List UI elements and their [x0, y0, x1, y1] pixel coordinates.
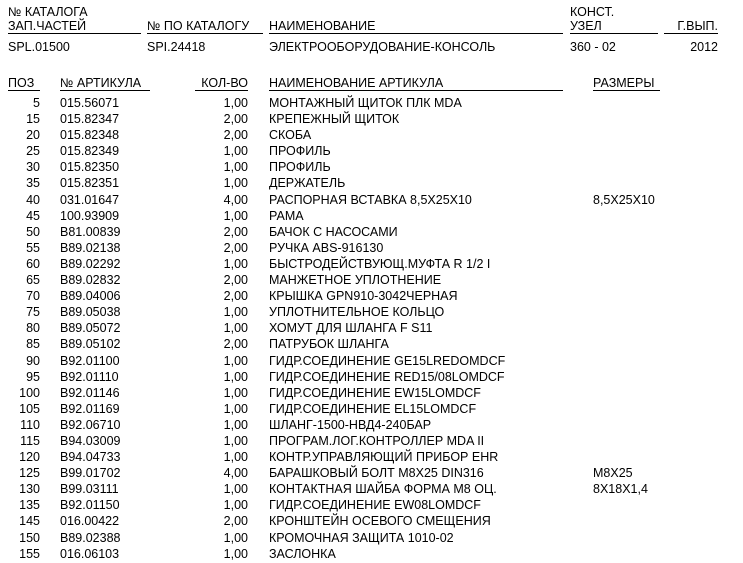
row-pos: 110: [20, 417, 40, 432]
row-qty: 1,00: [223, 530, 248, 545]
row-pos: 25: [26, 144, 40, 159]
row-article: B89.02832: [60, 273, 121, 288]
row-qty: 1,00: [223, 417, 248, 432]
row-name: ХОМУТ ДЛЯ ШЛАНГА F S11: [269, 321, 433, 336]
table-row: [0, 465, 743, 481]
name-value: ЭЛЕКТРООБОРУДОВАНИЕ-КОНСОЛЬ: [269, 40, 496, 54]
row-qty: 1,00: [223, 498, 248, 513]
bycat-value: SPI.24418: [147, 40, 206, 54]
row-qty: 2,00: [223, 289, 248, 304]
row-article: 015.82350: [60, 160, 120, 175]
table-row: [0, 513, 743, 529]
row-pos: 80: [26, 321, 40, 336]
row-article: B89.05038: [60, 305, 121, 320]
row-qty: 1,00: [223, 401, 248, 416]
row-qty: 4,00: [223, 466, 248, 481]
catalog-label-line1: № КАТАЛОГА: [8, 5, 88, 19]
row-article: 015.82349: [60, 144, 120, 159]
row-pos: 135: [19, 498, 40, 513]
table-row: [0, 336, 743, 352]
row-pos: 60: [26, 256, 40, 271]
row-qty: 1,00: [223, 256, 248, 271]
table-row: [0, 272, 743, 288]
row-pos: 15: [26, 112, 40, 127]
col-article-header: № АРТИКУЛА: [60, 76, 150, 91]
row-name: ШЛАНГ-1500-НВД4-240БАР: [269, 417, 432, 432]
table-row: [0, 159, 743, 175]
row-pos: 55: [26, 240, 40, 255]
col-size-header: РАЗМЕРЫ: [593, 76, 660, 91]
table-row: [0, 224, 743, 240]
row-pos: 145: [19, 514, 40, 529]
name-label: НАИМЕНОВАНИЕ: [269, 19, 563, 34]
row-name: КРОМОЧНАЯ ЗАЩИТА 1010-02: [269, 530, 454, 545]
catalog-value: SPL.01500: [8, 40, 70, 54]
row-name: ГИДР.СОЕДИНЕНИЕ GE15LREDOMDCF: [269, 353, 506, 368]
row-pos: 115: [20, 433, 40, 448]
row-article: B92.01110: [60, 369, 119, 384]
row-name: БАРАШКОВЫЙ БОЛТ M8X25 DIN316: [269, 466, 484, 481]
row-qty: 2,00: [223, 337, 248, 352]
table-row: [0, 256, 743, 272]
row-name: ГИДР.СОЕДИНЕНИЕ EW15LOMDCF: [269, 385, 481, 400]
row-name: СКОБА: [269, 128, 312, 143]
row-article: 015.82347: [60, 112, 120, 127]
row-article: B89.02292: [60, 256, 121, 271]
row-pos: 150: [19, 530, 40, 545]
row-pos: 85: [26, 337, 40, 352]
row-name: УПЛОТНИТЕЛЬНОЕ КОЛЬЦО: [269, 305, 445, 320]
row-name: КОНТР.УПРАВЛЯЮЩИЙ ПРИБОР EHR: [269, 450, 499, 465]
row-qty: 4,00: [223, 192, 248, 207]
row-size: 8,5X25X10: [593, 192, 655, 207]
parts-table: [0, 95, 743, 562]
row-name: РУЧКА ABS-916130: [269, 240, 384, 255]
row-article: B92.01146: [60, 385, 120, 400]
row-qty: 2,00: [223, 128, 248, 143]
table-row: [0, 192, 743, 208]
row-pos: 100: [19, 385, 40, 400]
row-article: B99.01702: [60, 466, 121, 481]
table-row: [0, 481, 743, 497]
table-row: [0, 127, 743, 143]
row-size: M8X25: [593, 466, 633, 481]
row-name: КРОНШТЕЙН ОСЕВОГО СМЕЩЕНИЯ: [269, 514, 491, 529]
table-row: [0, 208, 743, 224]
row-article: B81.00839: [60, 224, 121, 239]
row-article: 015.56071: [60, 96, 120, 110]
row-qty: 1,00: [223, 369, 248, 384]
row-article: B99.03111: [60, 482, 119, 497]
row-pos: 30: [26, 160, 40, 175]
row-pos: 130: [19, 482, 40, 497]
row-name: ПРОФИЛЬ: [269, 144, 331, 159]
row-name: БЫСТРОДЕЙСТВУЮЩ.МУФТА R 1/2 I: [269, 256, 491, 271]
row-qty: 1,00: [223, 305, 248, 320]
row-name: ГИДР.СОЕДИНЕНИЕ EL15LOMDCF: [269, 401, 477, 416]
col-pos-header: ПОЗ: [8, 76, 40, 91]
unit-label-line2: УЗЕЛ: [570, 19, 658, 34]
row-qty: 1,00: [223, 96, 248, 110]
row-article: B89.05072: [60, 321, 121, 336]
row-qty: 1,00: [223, 546, 248, 561]
row-qty: 1,00: [223, 160, 248, 175]
row-qty: 1,00: [223, 385, 248, 400]
row-article: 031.01647: [60, 192, 120, 207]
row-qty: 2,00: [223, 112, 248, 127]
row-qty: 1,00: [223, 482, 248, 497]
row-name: ГИДР.СОЕДИНЕНИЕ RED15/08LOMDCF: [269, 369, 505, 384]
row-pos: 50: [26, 224, 40, 239]
table-row: [0, 320, 743, 336]
row-article: B89.02138: [60, 240, 121, 255]
row-article: 016.06103: [60, 546, 120, 561]
col-name-header: НАИМЕНОВАНИЕ АРТИКУЛА: [269, 76, 563, 91]
row-qty: 2,00: [223, 224, 248, 239]
row-pos: 90: [26, 353, 40, 368]
row-qty: 2,00: [223, 514, 248, 529]
row-qty: 2,00: [223, 273, 248, 288]
row-pos: 70: [26, 289, 40, 304]
row-name: ПРОФИЛЬ: [269, 160, 331, 175]
row-name: ПРОГРАМ.ЛОГ.КОНТРОЛЛЕР MDA II: [269, 433, 485, 448]
table-row: [0, 143, 743, 159]
row-qty: 2,00: [223, 240, 248, 255]
row-qty: 1,00: [223, 433, 248, 448]
row-pos: 45: [26, 208, 40, 223]
row-qty: 1,00: [223, 353, 248, 368]
table-row: [0, 449, 743, 465]
row-pos: 95: [26, 369, 40, 384]
table-row: [0, 288, 743, 304]
row-qty: 1,00: [223, 208, 248, 223]
row-article: B92.01100: [60, 353, 120, 368]
row-name: ЗАСЛОНКА: [269, 546, 336, 561]
row-name: МАНЖЕТНОЕ УПЛОТНЕНИЕ: [269, 273, 442, 288]
year-label: Г.ВЫП.: [664, 19, 718, 34]
table-row: [0, 369, 743, 385]
row-pos: 155: [19, 546, 40, 561]
table-row: [0, 95, 743, 111]
table-row: [0, 530, 743, 546]
row-pos: 105: [19, 401, 40, 416]
row-name: БАЧОК С НАСОСАМИ: [269, 224, 398, 239]
row-name: КРЫШКА GPN910-3042ЧЕРНАЯ: [269, 289, 458, 304]
row-qty: 1,00: [223, 450, 248, 465]
table-row: [0, 240, 743, 256]
row-article: B94.03009: [60, 433, 121, 448]
row-article: B92.01169: [60, 401, 120, 416]
row-name: РАМА: [269, 208, 304, 223]
table-row: [0, 175, 743, 191]
table-row: [0, 353, 743, 369]
row-article: B94.04733: [60, 450, 121, 465]
row-article: B89.04006: [60, 289, 121, 304]
table-row: [0, 385, 743, 401]
row-name: КРЕПЕЖНЫЙ ЩИТОК: [269, 112, 400, 127]
row-pos: 65: [26, 273, 40, 288]
col-qty-header: КОЛ-ВО: [195, 76, 248, 91]
unit-value: 360 - 02: [570, 40, 616, 54]
row-article: B89.05102: [60, 337, 121, 352]
row-name: КОНТАКТНАЯ ШАЙБА ФОРМА M8 ОЦ.: [269, 482, 497, 497]
row-pos: 20: [26, 128, 40, 143]
table-row: [0, 304, 743, 320]
bycat-label: № ПО КАТАЛОГУ: [147, 19, 263, 34]
row-article: B92.06710: [60, 417, 121, 432]
year-value: 2012: [690, 40, 718, 54]
row-pos: 40: [26, 192, 40, 207]
table-row: [0, 417, 743, 433]
row-article: 015.82348: [60, 128, 120, 143]
row-name: ПАТРУБОК ШЛАНГА: [269, 337, 389, 352]
unit-label-line1: КОНСТ.: [570, 5, 615, 19]
row-article: B92.01150: [60, 498, 120, 513]
row-article: 015.82351: [60, 176, 120, 191]
row-name: РАСПОРНАЯ ВСТАВКА 8,5X25X10: [269, 192, 472, 207]
row-pos: 5: [33, 96, 40, 110]
row-name: ДЕРЖАТЕЛЬ: [269, 176, 346, 191]
row-article: 100.93909: [60, 208, 120, 223]
table-row: [0, 433, 743, 449]
row-size: 8X18X1,4: [593, 482, 648, 497]
table-row: [0, 111, 743, 127]
row-pos: 35: [26, 176, 40, 191]
row-name: МОНТАЖНЫЙ ЩИТОК ПЛК MDA: [269, 96, 462, 110]
row-article: 016.00422: [60, 514, 120, 529]
row-pos: 125: [19, 466, 40, 481]
catalog-label-line2: ЗАП.ЧАСТЕЙ: [8, 19, 141, 34]
row-pos: 120: [19, 450, 40, 465]
row-qty: 1,00: [223, 144, 248, 159]
row-qty: 1,00: [223, 176, 248, 191]
row-pos: 75: [26, 305, 40, 320]
row-name: ГИДР.СОЕДИНЕНИЕ EW08LOMDCF: [269, 498, 481, 513]
table-row: [0, 497, 743, 513]
table-row: [0, 546, 743, 562]
row-qty: 1,00: [223, 321, 248, 336]
row-article: B89.02388: [60, 530, 121, 545]
table-row: [0, 401, 743, 417]
